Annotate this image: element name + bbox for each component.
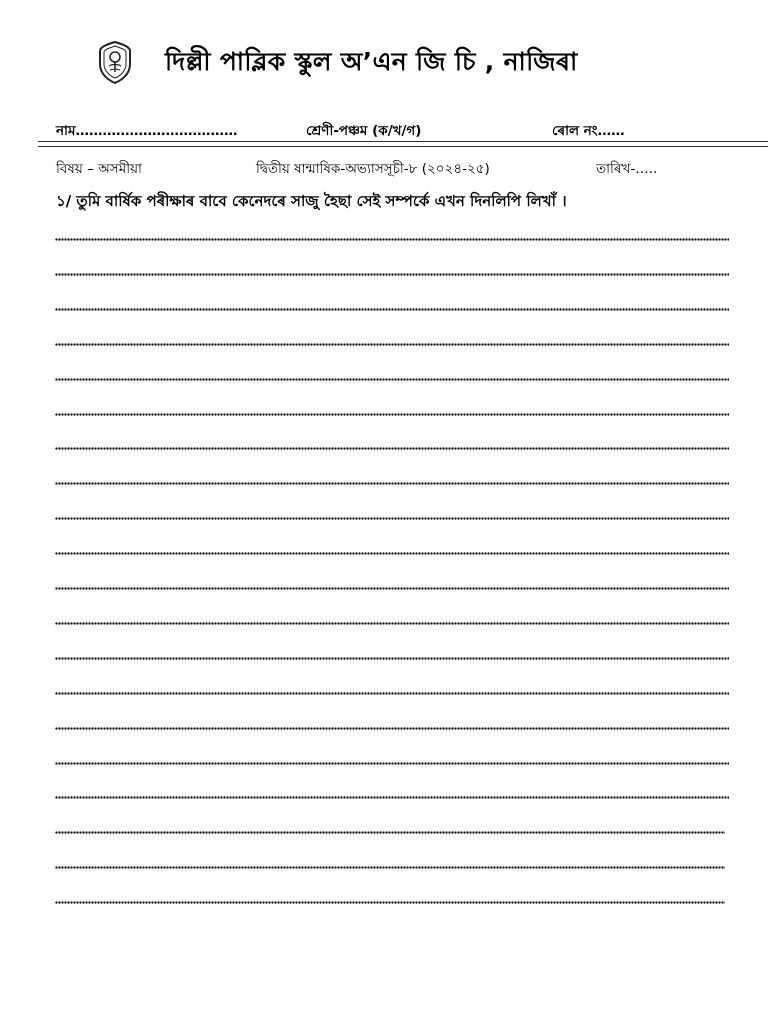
answer-line[interactable]	[55, 447, 729, 450]
answer-line[interactable]	[55, 762, 729, 765]
answer-line[interactable]	[55, 866, 725, 869]
answer-line[interactable]	[55, 692, 729, 695]
question-text: ১/ তুমি বাৰ্ষিক পৰীক্ষাৰ বাবে কেনেদৰে সাজু হৈছা সেই সম্পৰ্কে এখন দিনলিপি লিখাঁ ।	[56, 192, 567, 210]
subject-label: বিষয় – অসমীয়া	[56, 161, 142, 177]
answer-line[interactable]	[55, 622, 729, 625]
answer-line[interactable]	[55, 517, 729, 520]
answer-line[interactable]	[55, 831, 725, 834]
roll-field-label: ৰোল নং……	[552, 123, 625, 139]
answer-line[interactable]	[55, 727, 729, 730]
answer-line[interactable]	[55, 238, 729, 241]
answer-line[interactable]	[55, 796, 729, 799]
date-field-label: তাৰিখ-…..	[596, 161, 658, 177]
school-title: দিল্লী পাব্লিক স্কুল অ’এন জি চি , নাজিৰা	[165, 47, 578, 76]
answer-line[interactable]	[55, 308, 729, 311]
answer-line[interactable]	[55, 343, 729, 346]
answer-line[interactable]	[55, 587, 729, 590]
answer-line[interactable]	[55, 901, 725, 904]
worksheet-title: দ্বিতীয় ষান্মাষিক-অভ্যাসসূচী-৮ (২০২৪-২৫)	[256, 161, 490, 177]
answer-line[interactable]	[55, 482, 729, 485]
class-field-label: শ্রেণী-পঞ্চম (ক/খ/গ)	[306, 123, 422, 139]
answer-line[interactable]	[55, 413, 729, 416]
answer-line[interactable]	[55, 657, 729, 660]
answer-line[interactable]	[55, 552, 729, 555]
answer-line[interactable]	[55, 273, 729, 276]
answer-line[interactable]	[55, 378, 729, 381]
name-field-label: নাম………………………………	[56, 123, 238, 139]
